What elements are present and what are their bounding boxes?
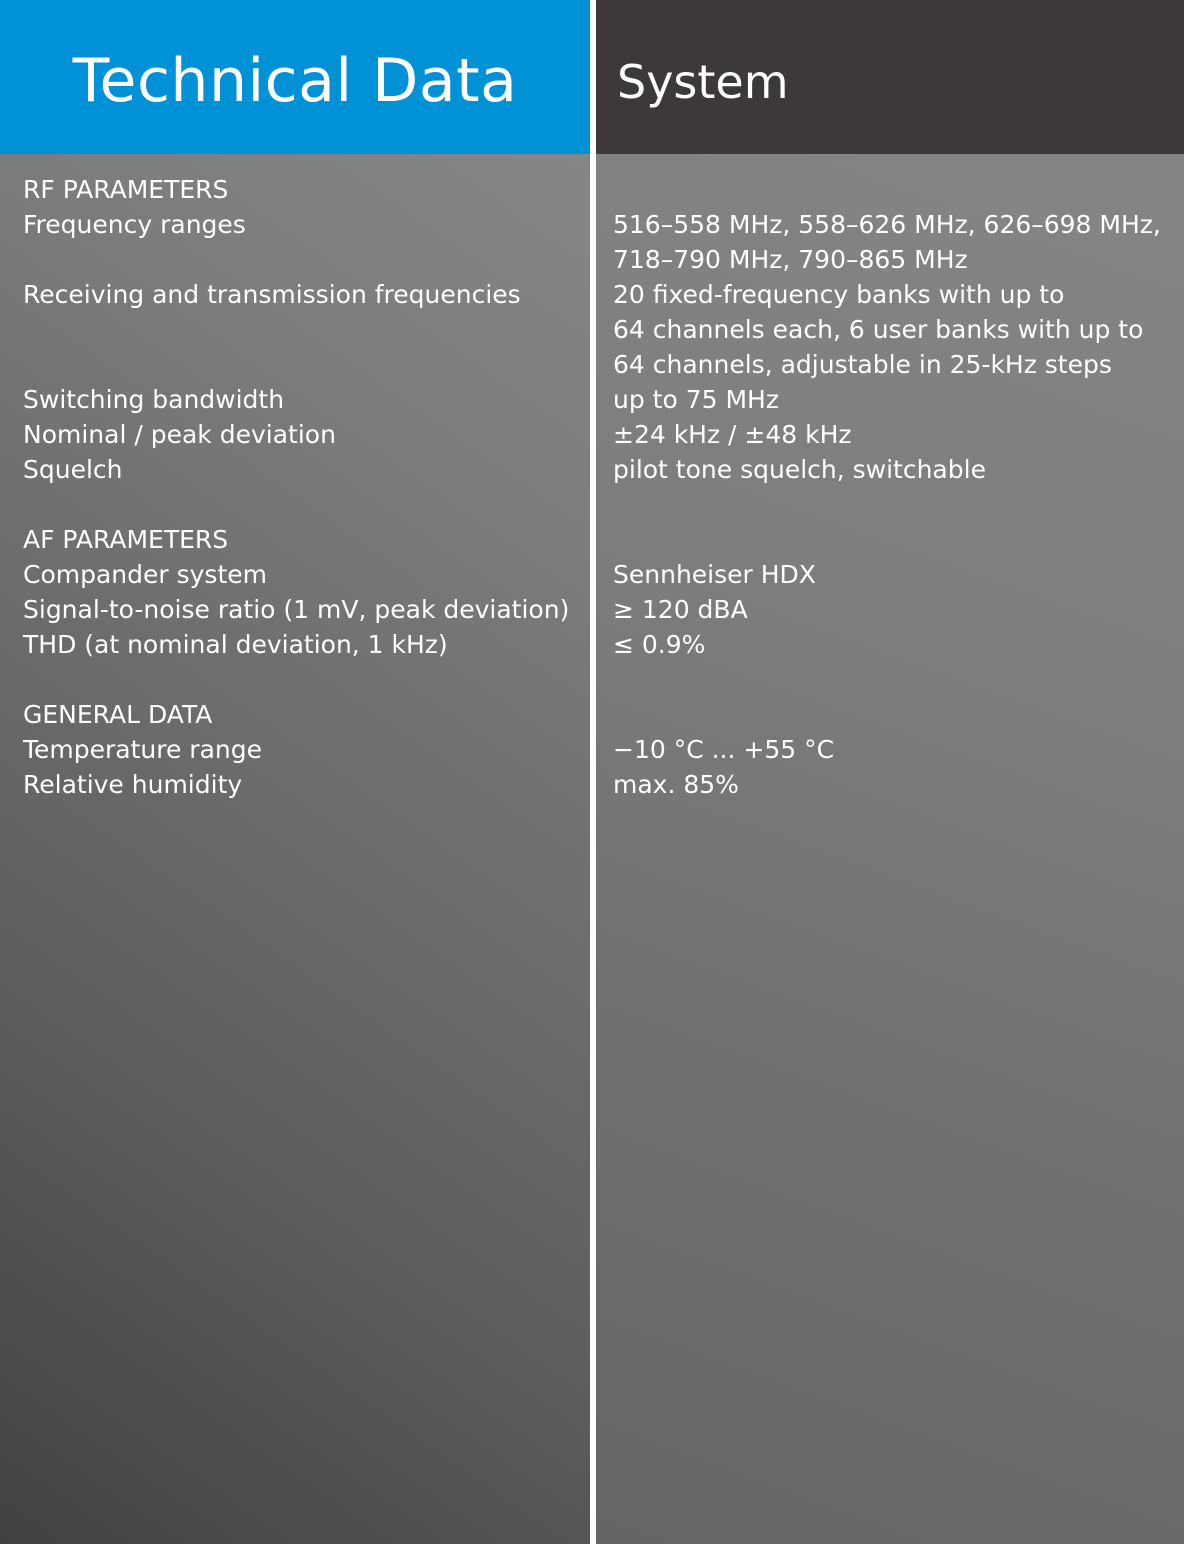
- label-compander-system: Compander system: [23, 560, 267, 589]
- value-signal-to-noise: ≥ 120 dBA: [613, 595, 748, 624]
- value-receiving-transmission-line-3: 64 channels, adjustable in 25-kHz steps: [613, 350, 1112, 379]
- section-heading-rf: RF PARAMETERS: [23, 175, 229, 204]
- label-switching-bandwidth: Switching bandwidth: [23, 385, 285, 414]
- label-receiving-transmission-frequencies: Receiving and transmission frequencies: [23, 280, 521, 309]
- label-thd: THD (at nominal deviation, 1 kHz): [23, 630, 448, 659]
- value-squelch: pilot tone squelch, switchable: [613, 455, 986, 484]
- label-temperature-range: Temperature range: [23, 735, 263, 764]
- value-deviation: ±24 kHz / ±48 kHz: [613, 420, 852, 449]
- value-relative-humidity: max. 85%: [613, 770, 739, 799]
- label-squelch: Squelch: [23, 455, 123, 484]
- value-compander-system: Sennheiser HDX: [613, 560, 816, 589]
- label-frequency-ranges: Frequency ranges: [23, 210, 246, 239]
- value-frequency-ranges-line-1: 516–558 MHz, 558–626 MHz, 626–698 MHz,: [613, 210, 1161, 239]
- label-deviation: Nominal / peak deviation: [23, 420, 336, 449]
- column-title-system: System: [617, 55, 789, 109]
- page-title: Technical Data: [72, 46, 518, 116]
- value-thd: ≤ 0.9%: [613, 630, 706, 659]
- label-relative-humidity: Relative humidity: [23, 770, 243, 799]
- value-receiving-transmission-line-2: 64 channels each, 6 user banks with up to: [613, 315, 1144, 344]
- section-heading-general: GENERAL DATA: [23, 700, 213, 729]
- value-temperature-range: −10 °C ... +55 °C: [613, 735, 835, 764]
- value-receiving-transmission-line-1: 20 fixed-frequency banks with up to: [613, 280, 1065, 309]
- value-switching-bandwidth: up to 75 MHz: [613, 385, 779, 414]
- section-heading-af: AF PARAMETERS: [23, 525, 229, 554]
- label-signal-to-noise: Signal-to-noise ratio (1 mV, peak deviation): [23, 595, 570, 624]
- value-frequency-ranges-line-2: 718–790 MHz, 790–865 MHz: [613, 245, 968, 274]
